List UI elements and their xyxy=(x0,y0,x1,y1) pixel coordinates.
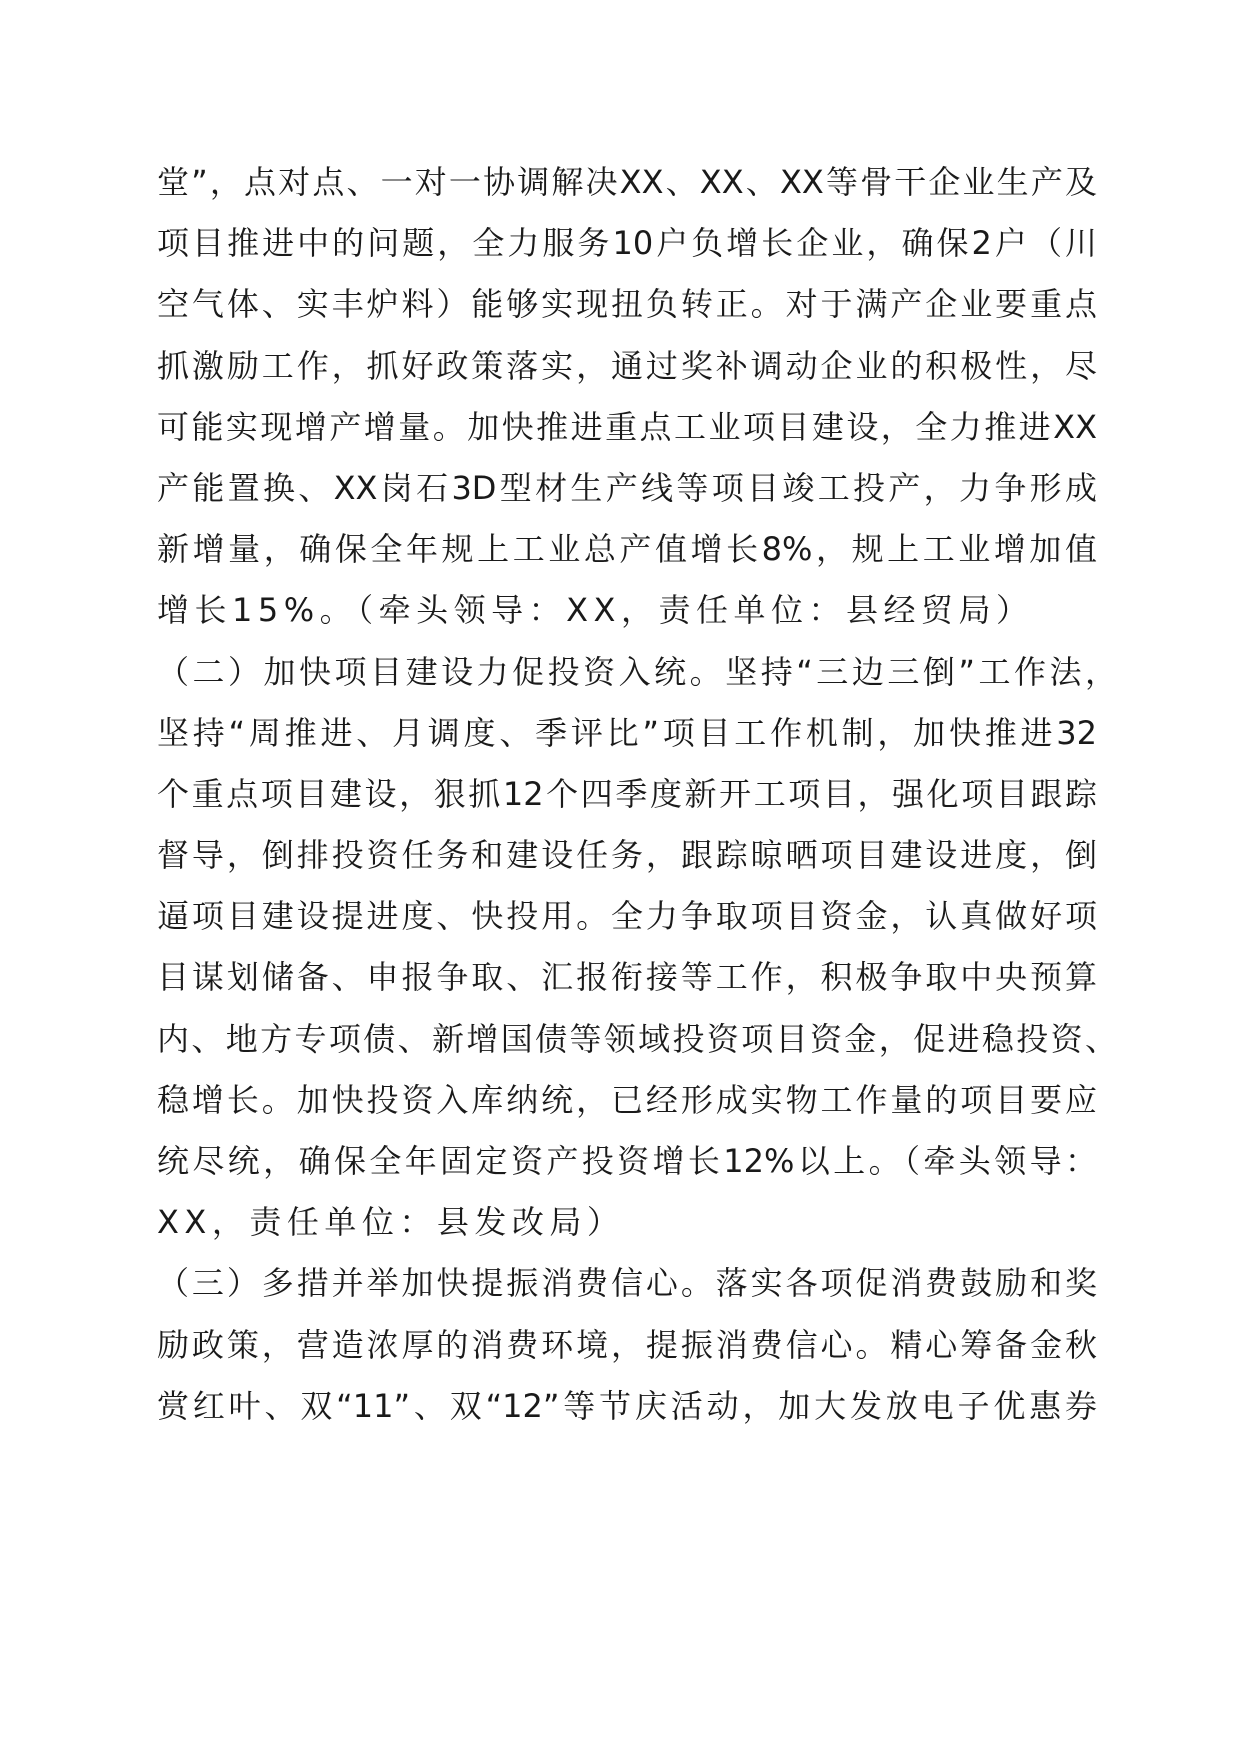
text-line: 统尽统，确保全年固定资产投资增长12%以上。（牵头领导： xyxy=(157,1142,1097,1180)
text-line: 堂”，点对点、一对一协调解决XX、XX、XX等骨干企业生产及 xyxy=(157,163,1097,201)
text-line: 项目推进中的问题，全力服务10户负增长企业，确保2户（川 xyxy=(157,224,1097,263)
section-heading-line: （二）加快项目建设力促投资入统。坚持“三边三倒”工作法， xyxy=(157,652,1117,691)
text-line: 励政策，营造浓厚的消费环境，提振消费信心。精心筹备金秋 xyxy=(157,1325,1097,1364)
text-line: 增长15%。（牵头领导：XX，责任单位：县经贸局） xyxy=(157,591,1034,630)
text-line: 内、地方专项债、新增国债等领域投资项目资金，促进稳投资、 xyxy=(157,1019,1117,1058)
text-line: 逼项目建设提进度、快投用。全力争取项目资金，认真做好项 xyxy=(157,897,1097,936)
text-line: 空气体、实丰炉料）能够实现扭负转正。对于满产企业要重点 xyxy=(157,285,1097,324)
text-line: 个重点项目建设，狠抓12个四季度新开工项目，强化项目跟踪 xyxy=(157,774,1097,813)
text-line: 稳增长。加快投资入库纳统，已经形成实物工作量的项目要应 xyxy=(157,1080,1097,1119)
text-line: 抓激励工作，抓好政策落实，通过奖补调动企业的积极性，尽 xyxy=(157,346,1097,385)
text-line: 赏红叶、双“11”、双“12”等节庆活动，加大发放电子优惠券 xyxy=(157,1386,1097,1425)
text-line: 产能置换、XX岗石3D型材生产线等项目竣工投产，力争形成 xyxy=(157,468,1097,507)
body-text xyxy=(157,152,1117,1437)
text-line: 新增量，确保全年规上工业总产值增长8%，规上工业增加值 xyxy=(157,530,1097,569)
section-heading-line: （三）多措并举加快提振消费信心。落实各项促消费鼓励和奖 xyxy=(157,1264,1097,1303)
text-line: 可能实现增产增量。加快推进重点工业项目建设，全力推进XX xyxy=(157,407,1097,446)
text-line: 目谋划储备、申报争取、汇报衔接等工作，积极争取中央预算 xyxy=(157,958,1097,997)
text-line: 坚持“周推进、月调度、季评比”项目工作机制，加快推进32 xyxy=(157,713,1097,752)
text-line: XX，责任单位：县发改局） xyxy=(157,1203,625,1242)
text-line: 督导，倒排投资任务和建设任务，跟踪晾晒项目建设进度，倒 xyxy=(157,836,1097,875)
